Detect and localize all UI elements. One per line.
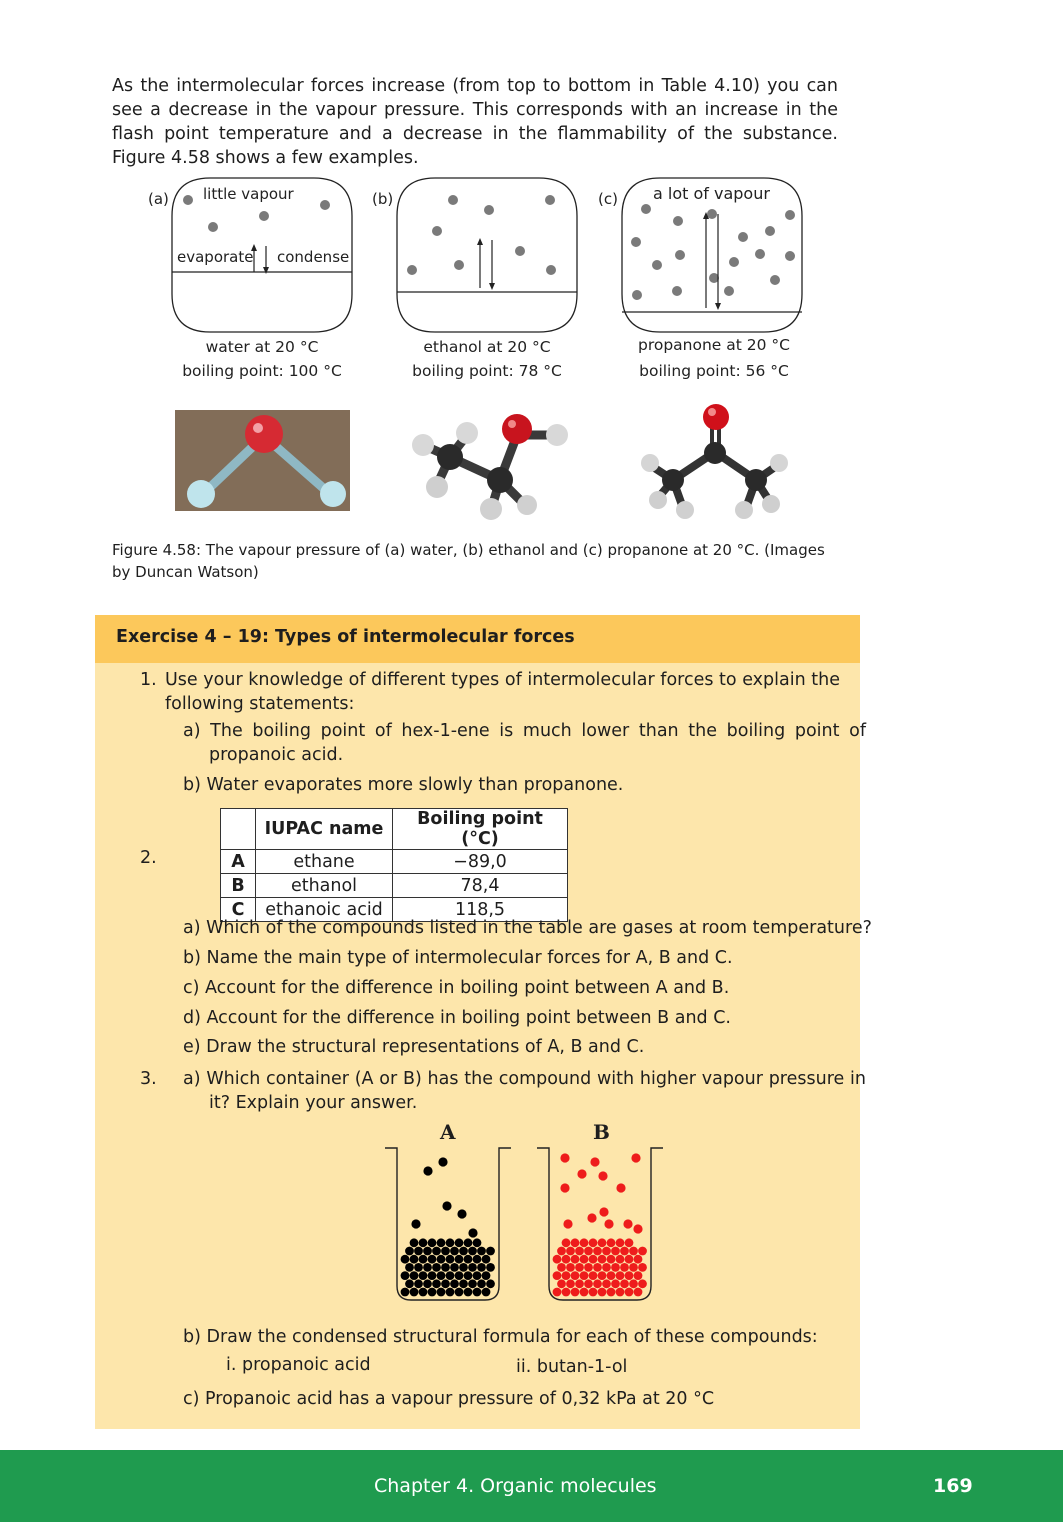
row-key: B	[221, 874, 256, 898]
vapour-molecule	[515, 246, 525, 256]
q3b-text: b) Draw the condensed structural formula for each of these compounds:	[183, 1327, 818, 1347]
panel-c-tag: (c)	[598, 190, 618, 208]
liquid-particle	[446, 1238, 455, 1247]
vapour-molecule	[652, 260, 662, 270]
q2e-text: e) Draw the structural representations of A, B and C.	[183, 1037, 645, 1057]
container-b-label: B	[593, 1120, 610, 1144]
vapour-molecule	[545, 195, 555, 205]
liquid-particle	[571, 1238, 580, 1247]
liquid-particle	[437, 1238, 446, 1247]
liquid-particle	[455, 1255, 464, 1264]
liquid-particle	[468, 1247, 477, 1256]
table-row	[221, 874, 568, 898]
vapour-particle	[599, 1207, 608, 1216]
liquid-particle	[584, 1247, 593, 1256]
liquid-particle	[473, 1238, 482, 1247]
vapour-molecule	[631, 237, 641, 247]
row-name: ethanol	[256, 874, 393, 898]
vapour-molecule	[755, 249, 765, 259]
liquid-particle	[553, 1271, 562, 1280]
liquid-particle	[598, 1288, 607, 1297]
liquid-particle	[477, 1247, 486, 1256]
q3c-text: c) Propanoic acid has a vapour pressure of 0,32 kPa at 20 °C	[183, 1389, 715, 1409]
beaker-a	[385, 1146, 511, 1304]
liquid-particle	[593, 1263, 602, 1272]
liquid-particle	[557, 1263, 566, 1272]
panel-a-caption-1: water at 20 °C	[205, 338, 319, 356]
liquid-particle	[616, 1238, 625, 1247]
intro-paragraph: As the intermolecular forces increase (from top to bottom in Table 4.10) you can see a decrease in the vapour pressure. This corresponds with an increase in the flash point temperature and a decrease in the flammability of the substance. Figure 4.58 shows a few examples.	[112, 76, 838, 168]
vapour-molecule	[673, 216, 683, 226]
vapour-molecule	[765, 226, 775, 236]
q1b-text: b) Water evaporates more slowly than propanone.	[183, 775, 624, 795]
ethanol-molecule-model	[405, 405, 575, 520]
water-molecule-model	[175, 410, 350, 511]
vapour-particle	[423, 1166, 432, 1175]
liquid-particle	[620, 1263, 629, 1272]
liquid-particle	[593, 1279, 602, 1288]
boiling-point-table	[220, 808, 568, 922]
exercise-header	[95, 615, 860, 663]
propanone-molecule-model	[628, 400, 798, 525]
page-footer	[0, 1450, 1063, 1522]
q3b-ii-text: ii. butan-1-ol	[516, 1357, 628, 1377]
liquid-particle	[423, 1247, 432, 1256]
vapour-particle	[633, 1224, 642, 1233]
liquid-particle	[401, 1271, 410, 1280]
liquid-particle	[571, 1288, 580, 1297]
liquid-particle	[455, 1288, 464, 1297]
table-header-name: IUPAC name	[256, 809, 393, 850]
liquid-particle	[638, 1279, 647, 1288]
liquid-particle	[477, 1279, 486, 1288]
panel-c-top-label: a lot of vapour	[653, 184, 770, 203]
liquid-particle	[616, 1255, 625, 1264]
liquid-particle	[571, 1271, 580, 1280]
q1a-text: a) The boiling point of hex-1-ene is much lower than the boiling point of propanoic acid.	[183, 721, 866, 765]
liquid-particle	[473, 1271, 482, 1280]
figure-caption: Figure 4.58: The vapour pressure of (a) water, (b) ethanol and (c) propanone at 20 °C. (Images by Duncan Watson)	[112, 541, 825, 581]
liquid-particle	[455, 1238, 464, 1247]
liquid-particle	[450, 1263, 459, 1272]
liquid-particle	[566, 1263, 575, 1272]
liquid-particle	[634, 1255, 643, 1264]
liquid-particle	[446, 1271, 455, 1280]
liquid-particle	[459, 1247, 468, 1256]
liquid-particle	[477, 1263, 486, 1272]
liquid-particle	[638, 1247, 647, 1256]
liquid-particle	[557, 1279, 566, 1288]
liquid-particle	[602, 1247, 611, 1256]
row-key: A	[221, 850, 256, 874]
liquid-particle	[464, 1271, 473, 1280]
vapour-particle	[411, 1219, 420, 1228]
liquid-particle	[629, 1279, 638, 1288]
table-row	[221, 850, 568, 874]
vapour-molecule	[675, 250, 685, 260]
liquid-particle	[486, 1263, 495, 1272]
liquid-particle	[629, 1247, 638, 1256]
q2-number: 2.	[140, 848, 157, 868]
vapour-molecule	[183, 195, 193, 205]
row-name: ethane	[256, 850, 393, 874]
liquid-particle	[598, 1271, 607, 1280]
liquid-particle	[464, 1288, 473, 1297]
liquid-particle	[410, 1238, 419, 1247]
vapour-molecule	[785, 210, 795, 220]
liquid-particle	[620, 1247, 629, 1256]
vapour-particle	[560, 1153, 569, 1162]
liquid-particle	[575, 1263, 584, 1272]
liquid-particle	[607, 1288, 616, 1297]
liquid-particle	[464, 1238, 473, 1247]
liquid-particle	[602, 1279, 611, 1288]
liquid-particle	[419, 1238, 428, 1247]
footer-chapter: Chapter 4. Organic molecules	[374, 1475, 657, 1497]
q1-text: Use your knowledge of different types of intermolecular forces to explain the following statements:	[165, 670, 840, 714]
vapour-particle	[616, 1183, 625, 1192]
liquid-particle	[419, 1255, 428, 1264]
vapour-particle	[438, 1157, 447, 1166]
liquid-particle	[553, 1255, 562, 1264]
liquid-particle	[634, 1271, 643, 1280]
liquid-particle	[571, 1255, 580, 1264]
liquid-particle	[562, 1288, 571, 1297]
liquid-particle	[414, 1279, 423, 1288]
liquid-particle	[419, 1288, 428, 1297]
table-corner	[221, 809, 256, 850]
liquid-particle	[468, 1279, 477, 1288]
liquid-particle	[562, 1238, 571, 1247]
panel-c-caption-1: propanone at 20 °C	[637, 336, 790, 354]
vapour-molecule	[641, 204, 651, 214]
vapour-molecule	[454, 260, 464, 270]
liquid-particle	[428, 1255, 437, 1264]
vapour-molecule	[785, 251, 795, 261]
liquid-particle	[473, 1288, 482, 1297]
liquid-particle	[486, 1247, 495, 1256]
liquid-particle	[589, 1288, 598, 1297]
panel-a-top-label: little vapour	[203, 185, 294, 203]
vapour-molecule	[259, 211, 269, 221]
vapour-particle	[623, 1219, 632, 1228]
liquid-particle	[634, 1288, 643, 1297]
liquid-particle	[437, 1255, 446, 1264]
panel-b-caption-1: ethanol at 20 °C	[423, 338, 551, 356]
liquid-particle	[584, 1263, 593, 1272]
liquid-particle	[482, 1271, 491, 1280]
liquid-particle	[428, 1288, 437, 1297]
vapour-particle	[598, 1171, 607, 1180]
liquid-particle	[580, 1255, 589, 1264]
q3-number: 3.	[140, 1069, 157, 1089]
liquid-particle	[616, 1288, 625, 1297]
vapour-particle	[590, 1157, 599, 1166]
q2c-text: c) Account for the difference in boiling point between A and B.	[183, 978, 730, 998]
liquid-particle	[625, 1288, 634, 1297]
row-name: ethanoic acid	[256, 898, 393, 922]
liquid-particle	[593, 1247, 602, 1256]
q2b-text: b) Name the main type of intermolecular forces for A, B and C.	[183, 948, 733, 968]
liquid-particle	[557, 1247, 566, 1256]
liquid-particle	[455, 1271, 464, 1280]
liquid-particle	[575, 1279, 584, 1288]
liquid-particle	[405, 1247, 414, 1256]
liquid-particle	[459, 1279, 468, 1288]
vapour-particle	[468, 1228, 477, 1237]
liquid-particle	[405, 1263, 414, 1272]
liquid-particle	[446, 1255, 455, 1264]
liquid-particle	[638, 1263, 647, 1272]
liquid-particle	[441, 1263, 450, 1272]
liquid-particle	[419, 1271, 428, 1280]
vapour-molecule	[407, 265, 417, 275]
panel-c-caption-2: boiling point: 56 °C	[639, 362, 789, 380]
panel-a-condense-label: condense	[277, 248, 350, 266]
liquid-particle	[459, 1263, 468, 1272]
vapour-molecule	[208, 222, 218, 232]
vapour-molecule	[724, 286, 734, 296]
liquid-particle	[450, 1247, 459, 1256]
panel-b-tag: (b)	[372, 190, 394, 208]
vapour-particle	[631, 1153, 640, 1162]
liquid-particle	[611, 1263, 620, 1272]
liquid-particle	[616, 1271, 625, 1280]
q3b-i-text: i. propanoic acid	[226, 1355, 371, 1375]
liquid-particle	[482, 1255, 491, 1264]
liquid-particle	[423, 1263, 432, 1272]
vapour-particle	[587, 1213, 596, 1222]
liquid-particle	[414, 1263, 423, 1272]
liquid-particle	[401, 1288, 410, 1297]
page-number: 169	[933, 1475, 973, 1497]
q2a-text: a) Which of the compounds listed in the table are gases at room temperature?	[183, 918, 872, 938]
liquid-particle	[575, 1247, 584, 1256]
vapour-particle	[577, 1169, 586, 1178]
liquid-particle	[437, 1288, 446, 1297]
liquid-particle	[414, 1247, 423, 1256]
liquid-particle	[611, 1279, 620, 1288]
liquid-particle	[566, 1247, 575, 1256]
liquid-particle	[410, 1288, 419, 1297]
liquid-particle	[607, 1271, 616, 1280]
vapour-particle	[563, 1219, 572, 1228]
q1-number: 1.	[140, 670, 157, 690]
liquid-particle	[450, 1279, 459, 1288]
figure-4-58	[140, 170, 840, 390]
liquid-particle	[562, 1255, 571, 1264]
liquid-particle	[410, 1271, 419, 1280]
row-key: C	[221, 898, 256, 922]
vapour-molecule	[546, 265, 556, 275]
q2d-text: d) Account for the difference in boiling point between B and C.	[183, 1008, 731, 1028]
liquid-particle	[629, 1263, 638, 1272]
panel-a-evaporate-label: evaporate	[177, 248, 254, 266]
liquid-particle	[468, 1263, 477, 1272]
q3a-text: a) Which container (A or B) has the compound with higher vapour pressure in it? Explain your answer.	[183, 1069, 866, 1113]
row-bp: 118,5	[393, 898, 568, 922]
liquid-particle	[625, 1271, 634, 1280]
liquid-particle	[446, 1288, 455, 1297]
liquid-particle	[432, 1247, 441, 1256]
vapour-molecule	[320, 200, 330, 210]
liquid-particle	[625, 1238, 634, 1247]
table-header-row	[221, 809, 568, 850]
liquid-particle	[423, 1279, 432, 1288]
liquid-particle	[428, 1271, 437, 1280]
liquid-particle	[598, 1255, 607, 1264]
liquid-particle	[410, 1255, 419, 1264]
liquid-particle	[584, 1279, 593, 1288]
vapour-particle	[604, 1219, 613, 1228]
row-bp: 78,4	[393, 874, 568, 898]
vapour-molecule	[448, 195, 458, 205]
panel-b-caption-2: boiling point: 78 °C	[412, 362, 562, 380]
vapour-molecule	[672, 286, 682, 296]
vapour-molecule	[738, 232, 748, 242]
liquid-particle	[580, 1238, 589, 1247]
liquid-particle	[437, 1271, 446, 1280]
liquid-particle	[553, 1288, 562, 1297]
liquid-particle	[620, 1279, 629, 1288]
row-bp: −89,0	[393, 850, 568, 874]
liquid-particle	[566, 1279, 575, 1288]
liquid-particle	[441, 1247, 450, 1256]
table-header-bp: Boiling point (°C)	[393, 809, 568, 850]
liquid-particle	[589, 1271, 598, 1280]
liquid-particle	[401, 1255, 410, 1264]
container-a-label: A	[440, 1120, 456, 1144]
liquid-particle	[562, 1271, 571, 1280]
vapour-particle	[442, 1201, 451, 1210]
liquid-particle	[441, 1279, 450, 1288]
panel-b-container	[395, 176, 579, 334]
vapour-molecule	[432, 226, 442, 236]
panel-a-tag: (a)	[148, 190, 169, 208]
beaker-b	[537, 1146, 663, 1304]
vapour-molecule	[770, 275, 780, 285]
liquid-particle	[473, 1255, 482, 1264]
liquid-particle	[486, 1279, 495, 1288]
liquid-particle	[482, 1288, 491, 1297]
liquid-particle	[598, 1238, 607, 1247]
vapour-molecule	[484, 205, 494, 215]
liquid-particle	[607, 1255, 616, 1264]
liquid-particle	[589, 1255, 598, 1264]
liquid-particle	[464, 1255, 473, 1264]
vapour-particle	[560, 1183, 569, 1192]
liquid-particle	[580, 1288, 589, 1297]
liquid-particle	[432, 1263, 441, 1272]
liquid-particle	[602, 1263, 611, 1272]
liquid-particle	[405, 1279, 414, 1288]
liquid-particle	[580, 1271, 589, 1280]
liquid-particle	[611, 1247, 620, 1256]
panel-a-caption-2: boiling point: 100 °C	[182, 362, 342, 380]
liquid-particle	[428, 1238, 437, 1247]
liquid-particle	[607, 1238, 616, 1247]
exercise-title: Exercise 4 – 19: Types of intermolecular forces	[116, 627, 575, 647]
liquid-particle	[589, 1238, 598, 1247]
vapour-molecule	[632, 290, 642, 300]
liquid-particle	[432, 1279, 441, 1288]
vapour-particle	[457, 1209, 466, 1218]
vapour-molecule	[707, 209, 717, 219]
vapour-molecule	[729, 257, 739, 267]
liquid-particle	[625, 1255, 634, 1264]
